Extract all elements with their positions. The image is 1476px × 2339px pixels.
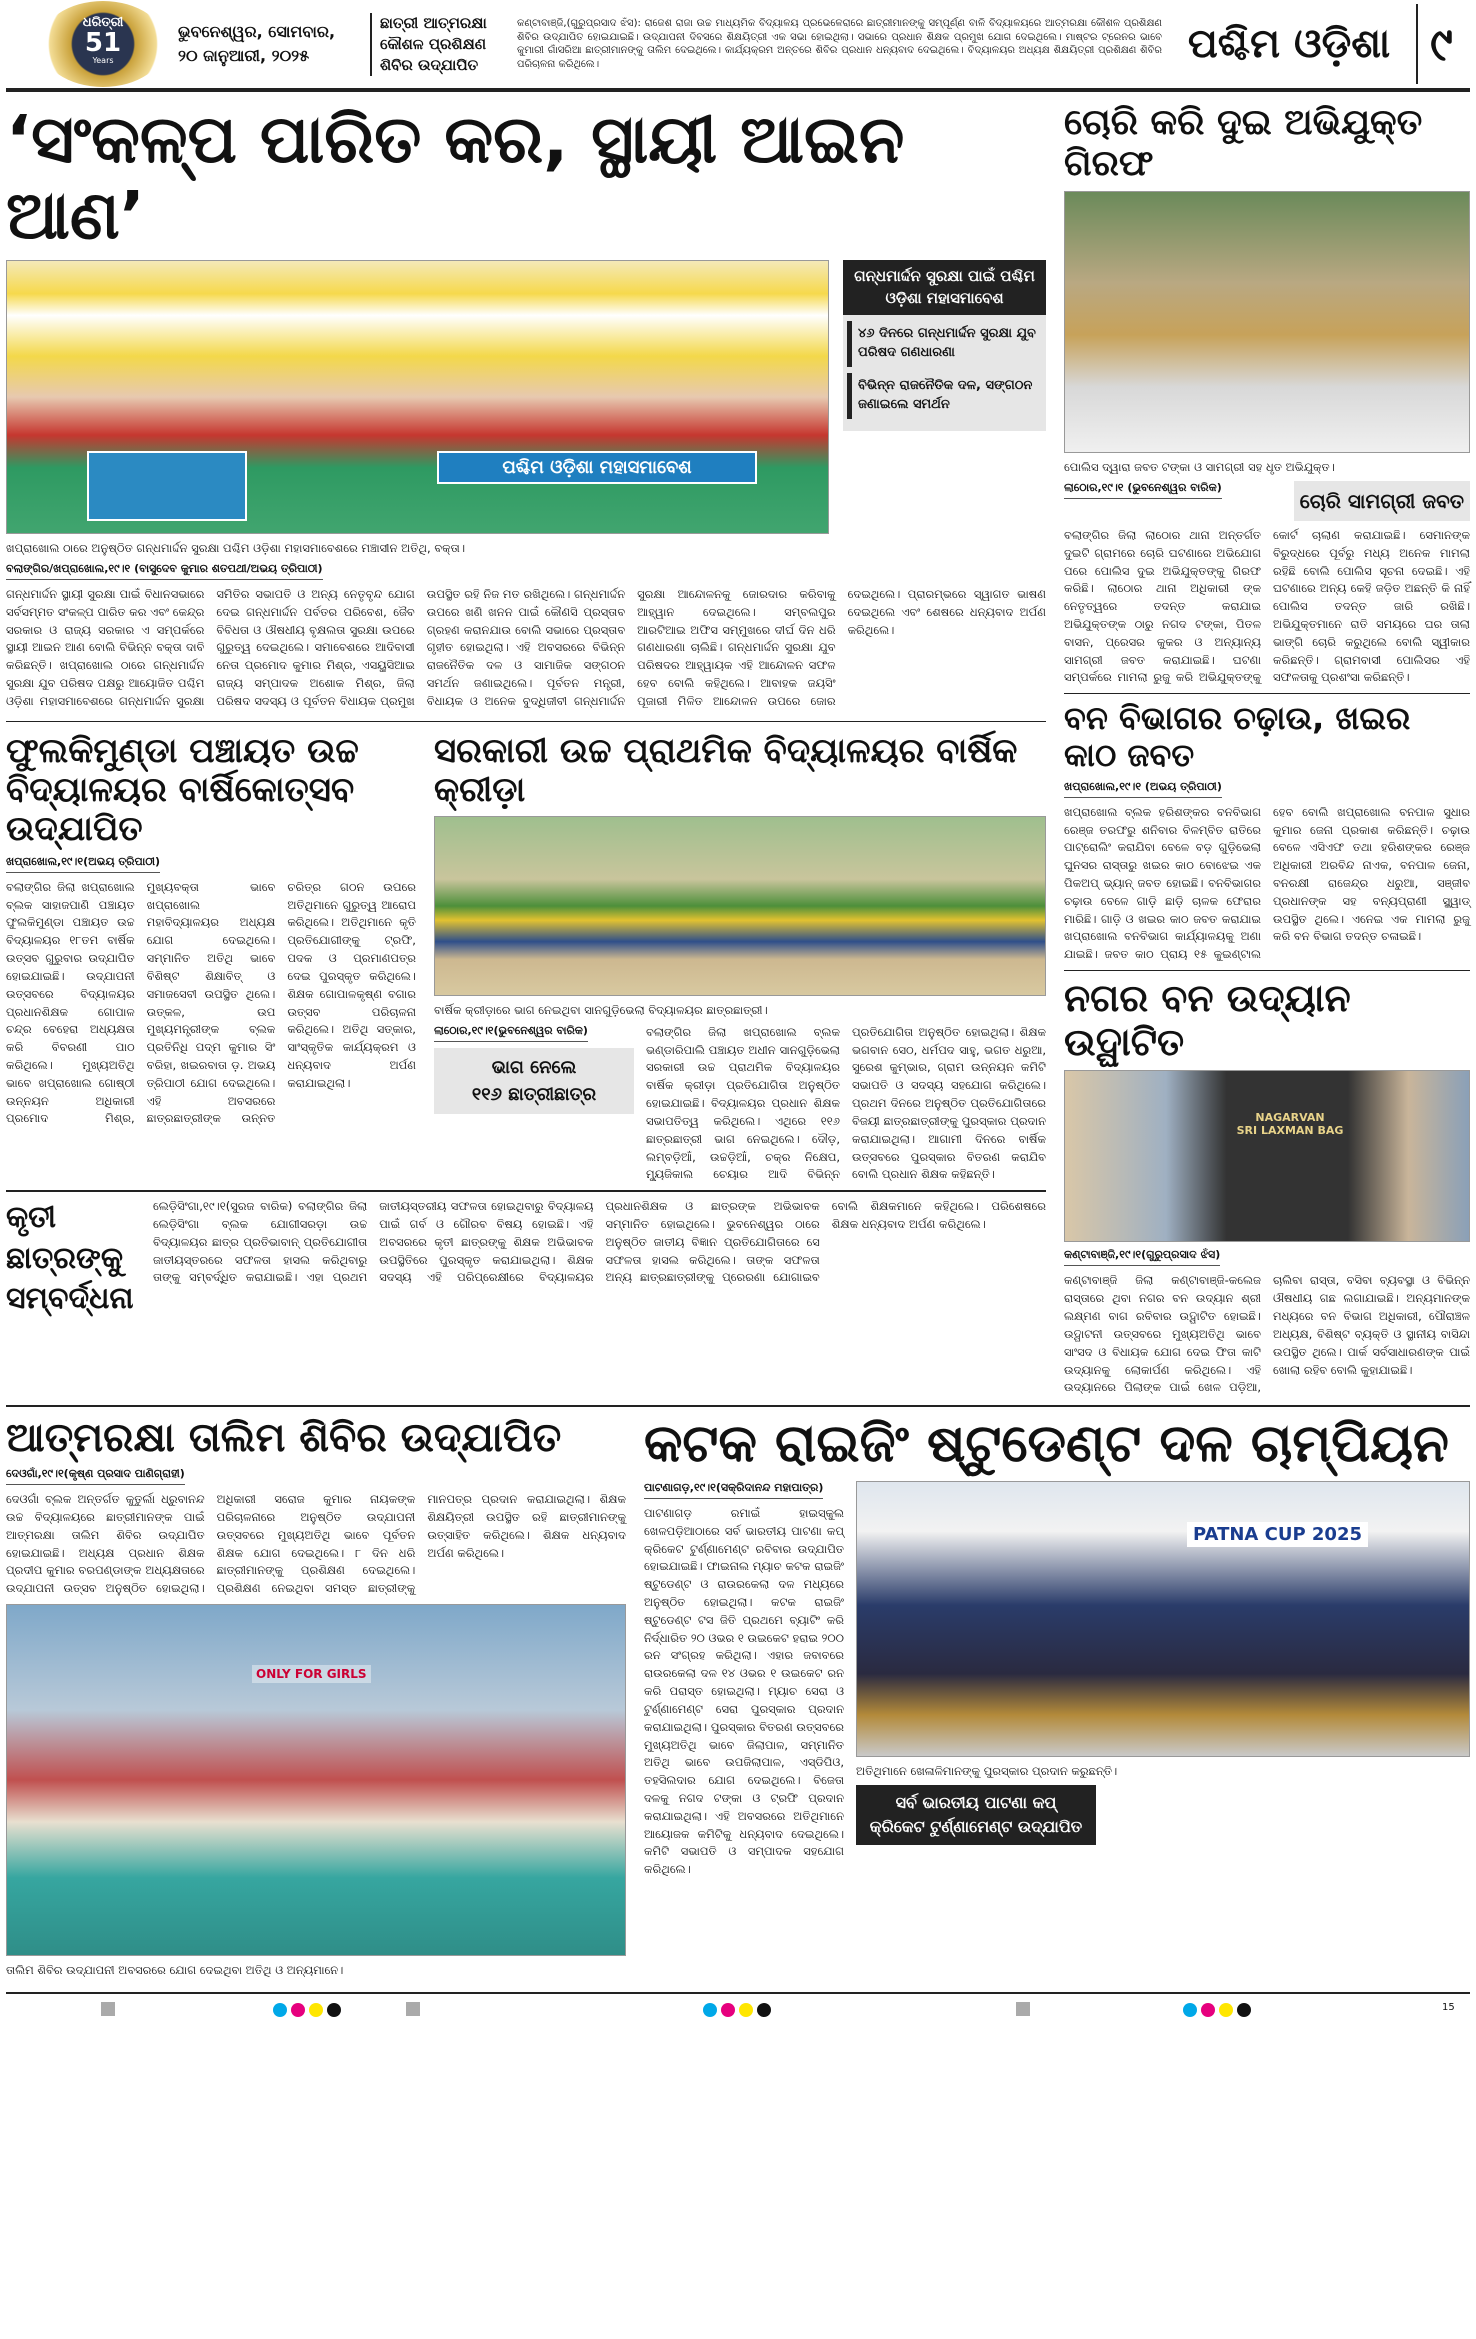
color-registration: [271, 2002, 343, 2021]
byline: ଖପ୍ରାଖୋଲ,୧୯।୧ (ଅଭୟ ତ୍ରିପାଠୀ): [1064, 780, 1222, 798]
registration-marks: [6, 2002, 1470, 2032]
color-registration: [1181, 2002, 1253, 2021]
cricket-story: [644, 1415, 1470, 1879]
sidebar-point: ୪୬ ଦିନରେ ଗନ୍ଧମାର୍ଦ୍ଦନ ସୁରକ୍ଷା ଯୁବ ପରିଷଦ ଗଣଧାରଣା: [847, 321, 1042, 367]
section-title: ପଶ୍ଚିମ ଓଡ଼ିଶା: [1187, 21, 1391, 67]
theft-photo: [1064, 191, 1470, 453]
selfdef-photo: [6, 1604, 626, 1956]
cricket-photo: [856, 1481, 1470, 1757]
lead-article-text: ଗନ୍ଧମାର୍ଦ୍ଦନ ସ୍ଥାୟୀ ସୁରକ୍ଷା ପାଇଁ ବିଧାନସଭାରେ ସର୍ବସମ୍ମତ ସଂକଳ୍ପ ପାରିତ କର ଏବଂ କେନ୍ଦ୍ର ସରକାର ଓ ରାଜ୍ୟ ସରକାର ଏ ସମ୍ପର୍କରେ ସ୍ଥାୟୀ ଆଇନ ଆଣ ବୋଲି ବିଭିନ୍ନ ବକ୍ତା ଦାବି କରିଛନ୍ତି। ଖପ୍ରାଖୋଲ ଠାରେ ଗନ୍ଧମାର୍ଦ୍ଦନ ସୁରକ୍ଷା ଯୁବ ପରିଷଦ ପକ୍ଷରୁ ଆୟୋଜିତ ପଶ୍ଚିମ ଓଡ଼ିଶା ମହାସମାବେଶରେ ଗନ୍ଧମାର୍ଦ୍ଦନ ସୁରକ୍ଷା ସମିତିର ସଭାପତି ଓ ଅନ୍ୟ ନେତୃବୃନ୍ଦ ଯୋଗ ଦେଇ ଗନ୍ଧମାର୍ଦ୍ଦନ ପର୍ବତର ପରିବେଶ, ଜୈବ ବିବିଧତା ଓ ଔଷଧୀୟ ବୃକ୍ଷଲତା ସୁରକ୍ଷା ଉପରେ ଗୁରୁତ୍ୱ ଦେଇଥିଲେ। ସମାବେଶରେ ଆଦିବାସୀ ନେତା ପ୍ରମୋଦ କୁମାର ମିଶ୍ର, ଏସୟୁସିଆଇ ରାଜ୍ୟ ସମ୍ପାଦକ ଅଶୋକ ମିଶ୍ର, ଜିଲା ପରିଷଦ ସଦସ୍ୟ ଓ ପୂର୍ବତନ ବିଧାୟକ ପ୍ରମୁଖ ଉପସ୍ଥିତ ରହି ନିଜ ମତ ରଖିଥିଲେ। ଗନ୍ଧମାର୍ଦ୍ଦନ ଉପରେ ଖଣି ଖନନ ପାଇଁ କୌଣସି ପ୍ରସ୍ତାବ ଗ୍ରହଣ କରାନଯାଉ ବୋଲି ସଭାରେ ପ୍ରସ୍ତାବ ଗୃହୀତ ହୋଇଥିଲା। ଏହି ଅବସରରେ ବିଭିନ୍ନ ରାଜନୈତିକ ଦଳ ଓ ସାମାଜିକ ସଙ୍ଗଠନ ସମର୍ଥନ ଜଣାଇଥିଲେ। ପୂର୍ବତନ ମନ୍ତ୍ରୀ, ବିଧାୟକ ଓ ଅନେକ ବୁଦ୍ଧିଜୀବୀ ଗନ୍ଧମାର୍ଦ୍ଦନ ସୁରକ୍ଷା ଆନ୍ଦୋଳନକୁ ଜୋରଦାର କରିବାକୁ ଆହ୍ୱାନ ଦେଇଥିଲେ। ସମ୍ବଲପୁର ଆରଟିଆଇ ଅଫିସ ସମ୍ମୁଖରେ ଦୀର୍ଘ ଦିନ ଧରି ଗଣଧାରଣା ଚାଲିଛି। ଗନ୍ଧମାର୍ଦ୍ଦନ ସୁରକ୍ଷା ଯୁବ ପରିଷଦର ଆହ୍ୱାୟକ ଏହି ଆନ୍ଦୋଳନ ସଫଳ ହେବ ବୋଲି କହିଥିଲେ। ଆବାହକ ଜୟସିଂ ପୂଜାରୀ ମିଳିତ ଆନ୍ଦୋଳନ ଉପରେ ଜୋର ଦେଇଥିଲେ। ପ୍ରାରମ୍ଭରେ ସ୍ୱାଗତ ଭାଷଣ ଦେଇଥିଲେ ଏବଂ ଶେଷରେ ଧନ୍ୟବାଦ ଅର୍ପଣ କରିଥିଲେ।: [6, 586, 1046, 708]
cricket-photo-caption: ଅତିଥିମାନେ ଖେଳାଳିମାନଙ୍କୁ ପୁରସ୍କାର ପ୍ରଦାନ କରୁଛନ୍ତି।: [856, 1763, 1118, 1778]
right-column: [1064, 102, 1470, 1397]
sidebar-title: ଗନ୍ଧମାର୍ଦ୍ଦନ ସୁରକ୍ଷା ପାଇଁ ପଶ୍ଚିମ ଓଡ଼ିଶା ମହାସମାବେଶ: [843, 260, 1046, 316]
honor-headline[interactable]: କୃତୀ ଛାତ୍ରଙ୍କୁ ସମ୍ବର୍ଦ୍ଧନା: [6, 1200, 134, 1317]
cricket-right: [856, 1481, 1470, 1845]
sports-highlight-box: ଭାଗ ନେଲେ ୧୧୬ ଛାତ୍ରୀଛାତ୍ର: [434, 1048, 634, 1114]
lead-photo: [6, 260, 829, 534]
byline: ଦେଓଗାଁ,୧୯।୧(କୃଷ୍ଣ ପ୍ରସାଦ ପାଣିଗ୍ରାହୀ): [6, 1467, 185, 1485]
footer-rule: [6, 1992, 1470, 1994]
grey-block: [406, 2002, 420, 2016]
divider: [6, 721, 1046, 722]
sports-story: [434, 732, 1046, 1185]
sidebar-point: ବିଭିନ୍ନ ରାଜନୈତିକ ଦଳ, ସଙ୍ଗଠନ ଜଣାଇଲେ ସମର୍ଥନ: [847, 373, 1042, 419]
teaser-text: କଣ୍ଟାବାଞ୍ଜି,(ଗୁରୁପ୍ରସାଦ ଝଁସ): ରାଜେଶ ରାଜା ଉଚ୍ଚ ମାଧ୍ୟମିକ ବିଦ୍ୟାଳୟ ପ୍ରଭେଳେରାରେ ଛାତ୍ରୀମାନଙ୍କୁ ସମ୍ପୂର୍ଣ୍ଣ ବାଳି ବିଦ୍ୟାଳୟରେ ଆତ୍ମରକ୍ଷା କୌଶଳ ପ୍ରଶିକ୍ଷଣ ଶିବିର ଉଦ୍ଯାପିତ ହୋଇଯାଇଛି। ଉଦ୍ଯାପନୀ ଦିବସରେ ଶିକ୍ଷୟିତ୍ରୀ ଏକ ସଭା ହୋଇଥିଲା। ସଭାରେ ପ୍ରଧାନ ଶିକ୍ଷକ ପ୍ରମୁଖ ଯୋଗ ଦେଇଥିଲେ। ମାଷ୍ଟର ଟ୍ରେନର ଭାବେ କୁମାରୀ ଗାଁସରିଆ ଛାତ୍ରୀମାନଙ୍କୁ ତାଲିମ ଦେଇଥିଲେ। କାର୍ଯ୍ୟକ୍ରମ ଅନ୍ତରେ ଶିବିର ପ୍ରଧାନ ଧନ୍ୟବାଦ ଦେଇଥିଲେ। ବିଦ୍ୟାଳୟର ଅଧ୍ୟକ୍ଷ ଶିକ୍ଷୟିତ୍ରୀ ପ୍ରଶିକ୍ଷଣ ଶିବିର ପରିଚାଳନା କରିଥିଲେ।: [517, 18, 1162, 70]
lead-media: [6, 260, 1046, 534]
photo-sign: ONLY FOR GIRLS: [252, 1665, 371, 1683]
byline: କଣ୍ଟାବାଞ୍ଜି,୧୯।୧(ଗୁରୁପ୍ରସାଦ ଝଁସ): [1064, 1248, 1220, 1266]
divider: [6, 1405, 1470, 1407]
cricket-highlight-box: ସର୍ବ ଭାରତୀୟ ପାଟଣା କପ୍ କ୍ରିକେଟ ଟୁର୍ଣ୍ଣାମେଣ୍ଟ ଉଦ୍ଯାପିତ: [856, 1785, 1096, 1845]
lead-photo-caption: ଖପ୍ରାଖୋଲ ଠାରେ ଅନୁଷ୍ଠିତ ଗନ୍ଧମାର୍ଦ୍ଦନ ସୁରକ୍ଷା ପଶ୍ଚିମ ଓଡ଼ିଶା ମହାସମାବେଶରେ ମଞ୍ଚାସୀନ ଅତିଥି, ବକ୍ତା।: [6, 540, 465, 555]
cricket-article-text: ପାଟଣାଗଡ଼ ରମାଇଁ ହାଇସ୍କୁଲ ଖେଳପଡ଼ିଆଠାରେ ସର୍ବ ଭାରତୀୟ ପାଟଣା କପ୍ କ୍ରିକେଟ ଟୁର୍ଣ୍ଣାମେଣ୍ଟ ରବିବାର ଉଦ୍ଯାପିତ ହୋଇଯାଇଛି। ଫାଇନାଲ ମ୍ୟାଚ କଟକ ରାଇଜିଂ ଷ୍ଟୁଡେଣ୍ଟ ଓ ରାଉରକେଲା ଦଳ ମଧ୍ୟରେ ଅନୁଷ୍ଠିତ ହୋଇଥିଲା। କଟକ ରାଇଜିଂ ଷ୍ଟୁଡେଣ୍ଟ ଟସ ଜିତି ପ୍ରଥମେ ବ୍ୟାଟିଂ କରି ନିର୍ଦ୍ଧାରିତ ୨୦ ଓଭର ୧ ଉଇକେଟ ହରାଇ ୨୦୦ ରନ ସଂଗ୍ରହ କରିଥିଲା। ଏହାର ଜବାବରେ ରାଉରକେଲା ଦଳ ୧୪ ଓଭର ୧ ଉଇକେଟ ରନ କରି ପରାସ୍ତ ହୋଇଥିଲା। ମ୍ୟାଚ ସେରା ଓ ଟୁର୍ଣ୍ଣାମେଣ୍ଟ ସେରା ପୁରସ୍କାର ପ୍ରଦାନ କରାଯାଇଥିଲା। ପୁରସ୍କାର ବିତରଣ ଉତ୍ସବରେ ମୁଖ୍ୟଅତିଥି ଭାବେ ଜିଲାପାଳ, ସମ୍ମାନିତ ଅତିଥି ଭାବେ ଉପଜିଲାପାଳ, ଏସ୍‌ଡିପିଓ, ତହସିଲଦାର ଯୋଗ ଦେଇଥିଲେ। ବିଜେତା ଦଳକୁ ନଗଦ ଟଙ୍କା ଓ ଟ୍ରଫି ପ୍ରଦାନ କରାଯାଇଥିଲା। ଏହି ଅବସରରେ ଅତିଥିମାନେ ଆୟୋଜକ କମିଟିକୁ ଧନ୍ୟବାଦ ଦେଇଥିଲେ। କମିଟି ସଭାପତି ଓ ସମ୍ପାଦକ ସହଯୋଗ କରିଥିଲେ।: [644, 1505, 844, 1877]
cricket-content: [644, 1481, 1470, 1879]
divider: [1064, 970, 1470, 971]
park-article-text: କଣ୍ଟାବାଞ୍ଜି ଜିଲା କଣ୍ଟାବାଞ୍ଜି-କଲେଜ ରାସ୍ତାରେ ଥିବା ନଗର ବନ ଉଦ୍ୟାନ ଶ୍ରୀ ଲକ୍ଷ୍ମଣ ବାଗ ରବିବାର ଉଦ୍ଘାଟିତ ହୋଇଛି। ଉଦ୍ଘାଟନୀ ଉତ୍ସବରେ ମୁଖ୍ୟଅତିଥି ଭାବେ ସାଂସଦ ଓ ବିଧାୟକ ଯୋଗ ଦେଇ ଫିତା କାଟି ଉଦ୍ୟାନକୁ ଲୋକାର୍ପଣ କରିଥିଲେ। ଏହି ଉଦ୍ୟାନରେ ପିଲାଙ୍କ ପାଇଁ ଖେଳ ପଡ଼ିଆ, ଚାଲିବା ରାସ୍ତା, ବସିବା ବ୍ୟବସ୍ଥା ଓ ବିଭିନ୍ନ ଔଷଧୀୟ ଗଛ ଲଗାଯାଇଛି। ଅନ୍ୟମାନଙ୍କ ମଧ୍ୟରେ ବନ ବିଭାଗ ଅଧିକାରୀ, ପୌରାଞ୍ଚଳ ଅଧ୍ୟକ୍ଷ, ବିଶିଷ୍ଟ ବ୍ୟକ୍ତି ଓ ସ୍ଥାନୀୟ ବାସିନ୍ଦା ଉପସ୍ଥିତ ଥିଲେ। ପାର୍କ ସର୍ବସାଧାରଣଙ୍କ ପାଇଁ ଖୋଲା ରହିବ ବୋଲି କୁହାଯାଇଛି।: [1064, 1273, 1470, 1395]
theft-article-text: ବଲାଙ୍ଗିର ଜିଲା ଲାଠୋର ଥାନା ଅନ୍ତର୍ଗତ ଦୁଇଟି ଗ୍ରାମରେ ଚୋରି ଘଟଣାରେ ଅଭିଯୋଗ ପରେ ପୋଲିସ ଦୁଇ ଅଭିଯୁକ୍ତଙ୍କୁ ଗିରଫ କରିଛି। ଲାଠୋର ଥାନା ଅଧିକାରୀ ଙ୍କ ନେତୃତ୍ୱରେ ତଦନ୍ତ କରାଯାଇ ଅଭିଯୁକ୍ତଙ୍କ ଠାରୁ ନଗଦ ଟଙ୍କା, ପିତଳ ବାସନ, ପ୍ରେସର କୁକର ଓ ଅନ୍ୟାନ୍ୟ ସାମଗ୍ରୀ ଜବତ କରାଯାଇଛି। ଘଟଣା ସମ୍ପର୍କରେ ମାମଲା ରୁଜୁ କରି ଅଭିଯୁକ୍ତଙ୍କୁ କୋର୍ଟ ଚାଲାଣ କରାଯାଇଛି। ସେମାନଙ୍କ ବିରୁଦ୍ଧରେ ପୂର୍ବରୁ ମଧ୍ୟ ଅନେକ ମାମଲା ରହିଛି ବୋଲି ପୋଲିସ ସୂଚନା ଦେଇଛି। ଏହି ଘଟଣାରେ ଅନ୍ୟ କେହି ଜଡ଼ିତ ଅଛନ୍ତି କି ନାହିଁ ପୋଲିସ ତଦନ୍ତ ଜାରି ରଖିଛି। ଅଭିଯୁକ୍ତମାନେ ରାତି ସମୟରେ ଘର ତାଲା ଭାଙ୍ଗି ଚୋରି କରୁଥିଲେ ବୋଲି ସ୍ୱୀକାର କରିଛନ୍ତି। ଗ୍ରାମବାସୀ ପୋଲିସର ଏହି ସଫଳତାକୁ ପ୍ରଶଂସା କରିଛନ୍ତି।: [1064, 527, 1470, 685]
forest-article-text: ଖପ୍ରାଖୋଲ ବ୍ଲକ ହରିଶଙ୍କର ବନବିଭାଗ ରେଞ୍ଜ ତରଫରୁ ଶନିବାର ବିଳମ୍ବିତ ରାତିରେ ପାଟ୍ରୋଲିଂ କରାଯିବା ବେଳେ ବଡ଼ ଗୁଡ଼ିଭେଲା ଘୁନସର ରାସ୍ତାରୁ ଖଇର କାଠ ବୋଝେଇ ଏକ ପିକଅପ୍ ଭ୍ୟାନ୍ ଜବତ ହୋଇଛି। ବନବିଭାଗର ଚଢ଼ାଉ ବେଳେ ଗାଡ଼ି ଛାଡ଼ି ଚାଳକ ଫେରାର ମାରିଛି। ଗାଡ଼ି ଓ ଖଇର କାଠ ଜବତ କରାଯାଇ ଖପ୍ରାଖୋଲ ବନବିଭାଗ କାର୍ଯ୍ୟାଳୟକୁ ଅଣା ଯାଇଛି। ଜବତ କାଠ ପ୍ରାୟ ୧୫ କୁଇଣ୍ଟାଲ ହେବ ବୋଲି ଖପ୍ରାଖୋଲ ବନପାଳ ସୁଧାର କୁମାର ଜେନା ପ୍ରକାଶ କରିଛନ୍ତି। ଚଢ଼ାଉ ବେଳେ ଏସିଏଫ ତଥା ହରିଶଙ୍କର ରେଞ୍ଜ ଅଧିକାରୀ ଅରବିନ୍ଦ ନାଏକ, ବନପାଳ ଜେନା, ବନରକ୍ଷୀ ରାଜେନ୍ଦ୍ର ଧରୁଆ, ସଞ୍ଜୀବ ପ୍ରଧାନଙ୍କ ସହ ବନ୍ୟପ୍ରାଣୀ ସ୍କ୍ୱାଡ୍ ଉପସ୍ଥିତ ଥିଲେ। ଏନେଇ ଏକ ମାମଲା ରୁଜୁ କରି ବନ ବିଭାଗ ତଦନ୍ତ ଚଳାଇଛି।: [1064, 804, 1470, 962]
sports-photo-caption: ବାର୍ଷିକ କ୍ରୀଡ଼ାରେ ଭାଗ ନେଇଥିବା ସାନଗୁଡ଼ିଭେଲା ବିଦ୍ୟାଳୟର ଛାତ୍ରଛାତ୍ରୀ।: [434, 1002, 768, 1017]
byline: ଖପ୍ରାଖୋଲ,୧୯।୧(ଅଭୟ ତ୍ରିପାଠୀ): [6, 855, 160, 873]
theft-photo-caption: ପୋଲିସ ଦ୍ୱାରା ଜବତ ଟଙ୍କା ଓ ସାମଗ୍ରୀ ସହ ଧୃତ ଅଭିଯୁକ୍ତ।: [1064, 459, 1335, 474]
dateline: ଭୁବନେଶ୍ୱର, ସୋମବାର, ୨୦ ଜାନୁଆରୀ, ୨୦୨୫: [178, 22, 336, 65]
theft-box-title: ଚୋରି ସାମଗ୍ରୀ ଜବତ: [1294, 481, 1470, 521]
photo-banner: PATNA CUP 2025: [1187, 1522, 1368, 1547]
sports-headline[interactable]: ସରକାରୀ ଉଚ୍ଚ ପ୍ରାଥମିକ ବିଦ୍ୟାଳୟର ବାର୍ଷିକ କ୍ରୀଡ଼ା: [434, 730, 1018, 810]
selfdef-story: [6, 1415, 626, 1978]
byline: ଲାଠୋର,୧୯।୧(ଭୁବନେଶ୍ୱର ବାରିକ): [434, 1024, 588, 1042]
selfdef-headline[interactable]: ଆତ୍ମରକ୍ଷା ତାଲିମ ଶିବିର ଉଦ୍ଯାପିତ: [6, 1415, 562, 1462]
park-photo: [1064, 1070, 1470, 1242]
fulkimunda-article-text: ବଲାଙ୍ଗିର ଜିଲା ଖପ୍ରାଖୋଲ ବ୍ଲକ ସାହାଜପାଣି ପଞ୍ଚାୟତ ଫୁଲକିମୁଣ୍ଡା ପଞ୍ଚାୟତ ଉଚ୍ଚ ବିଦ୍ୟାଳୟର ୧୮ତମ ବାର୍ଷିକ ଉତ୍ସବ ଗୁରୁବାର ଉଦ୍ଯାପିତ ହୋଇଯାଇଛି। ଉଦ୍ଯାପନୀ ଉତ୍ସବରେ ବିଦ୍ୟାଳୟର ପ୍ରଧାନଶିକ୍ଷକ ଗୋପାଳ ଚନ୍ଦ୍ର ବେହେରା ଅଧ୍ୟକ୍ଷତା କରି ବିବରଣୀ ପାଠ କରିଥିଲେ। ମୁଖ୍ୟଅତିଥି ଭାବେ ଖପ୍ରାଖୋଲ ଗୋଷ୍ଠୀ ଉନ୍ନୟନ ଅଧିକାରୀ ପ୍ରମୋଦ ମିଶ୍ର, ମୁଖ୍ୟବକ୍ତା ଭାବେ ଖପ୍ରାଖୋଲ ମହାବିଦ୍ୟାଳୟର ଅଧ୍ୟକ୍ଷ ଯୋଗ ଦେଇଥିଲେ। ସମ୍ମାନିତ ଅତିଥି ଭାବେ ବିଶିଷ୍ଟ ଶିକ୍ଷାବିତ୍ ଓ ସମାଜସେବୀ ଉପସ୍ଥିତ ଥିଲେ। ଉତ୍କଳ, ଉପ ମୁଖ୍ୟମନ୍ତ୍ରୀଙ୍କ ବ୍ଲକ ପ୍ରତିନିଧି ପଦ୍ମ କୁମାର ସିଂ ବରିହା, ଖଇରବାତା ଡ଼. ଅଭୟ ତ୍ରିପାଠୀ ଯୋଗ ଦେଇଥିଲେ। ଏହି ଅବସରରେ ଛାତ୍ରଛାତ୍ରୀଙ୍କ ଉନ୍ନତ ଚରିତ୍ର ଗଠନ ଉପରେ ଅତିଥିମାନେ ଗୁରୁତ୍ୱ ଆରୋପ କରିଥିଲେ। ଅତିଥିମାନେ କୃତି ପ୍ରତିଯୋଗୀଙ୍କୁ ଟ୍ରଫି, ପଦକ ଓ ପ୍ରମାଣପତ୍ର ଦେଇ ପୁରସ୍କୃତ କରିଥିଲେ। ଶିକ୍ଷକ ଗୋପାଳକୃଷ୍ଣ ବଗାର ଉତ୍ସବ ପରିଚାଳନା କରିଥିଲେ। ଅତିଥି ସତ୍କାର, ସାଂସ୍କୃତିକ କାର୍ଯ୍ୟକ୍ରମ ଓ ଧନ୍ୟବାଦ ଅର୍ପଣ କରାଯାଇଥିଲା।: [6, 879, 416, 1126]
honor-story: [6, 1198, 1046, 1320]
fulkimunda-story: [6, 732, 416, 1129]
forest-headline[interactable]: ବନ ବିଭାଗର ଚଢ଼ାଉ, ଖଇର କାଠ ଜବତ: [1064, 699, 1411, 774]
divider: [1064, 693, 1470, 694]
sports-article-text: ବଲାଙ୍ଗିର ଜିଲା ଖପ୍ରାଖୋଲ ବ୍ଲକ ଭଣ୍ଡାରିପାଲି ପଞ୍ଚାୟତ ଅଧୀନ ସାନଗୁଡ଼ିଭେଲା ସରକାରୀ ଉଚ୍ଚ ପ୍ରାଥମିକ ବିଦ୍ୟାଳୟର ବାର୍ଷିକ କ୍ରୀଡ଼ା ପ୍ରତିଯୋଗିତା ଅନୁଷ୍ଠିତ ହୋଇଯାଇଛି। ବିଦ୍ୟାଳୟର ପ୍ରଧାନ ଶିକ୍ଷକ ସଭାପତିତ୍ୱ କରିଥିଲେ। ଏଥିରେ ୧୧୬ ଛାତ୍ରଛାତ୍ରୀ ଭାଗ ନେଇଥିଲେ। ଦୌଡ଼, ଲମ୍ବଡ଼ିଆଁ, ଉଚ୍ଚଡ଼ିଆଁ, ଚକ୍ର ନିକ୍ଷେପ, ମ୍ୟୁଜିକାଲ ଚେୟାର ଆଦି ବିଭିନ୍ନ ପ୍ରତିଯୋଗିତା ଅନୁଷ୍ଠିତ ହୋଇଥିଲା। ଶିକ୍ଷକ ଭଗବାନ ସେଠ, ଧର୍ମପଦ ସାହୁ, ଭଗତ ଧରୁଆ, ସୁରେଶ କୁମ୍ଭାର, ଗ୍ରାମ ଉନ୍ନୟନ କମିଟି ସଭାପତି ଓ ସଦସ୍ୟ ସହଯୋଗ କରିଥିଲେ। ପ୍ରଥମ ଦିନରେ ଅନୁଷ୍ଠିତ ପ୍ରତିଯୋଗିତାରେ ବିଜୟୀ ଛାତ୍ରଛାତ୍ରୀଙ୍କୁ ପୁରସ୍କାର ପ୍ରଦାନ କରାଯାଇଥିଲା। ଆଗାମୀ ଦିନରେ ବାର୍ଷିକ ଉତ୍ସବରେ ପୁରସ୍କାର ବିତରଣ କରାଯିବ ବୋଲି ପ୍ରଧାନ ଶିକ୍ଷକ କହିଛନ୍ତି।: [646, 1024, 1046, 1182]
page-number: ୯: [1430, 16, 1453, 71]
grey-block: [101, 2002, 115, 2016]
divider: [1416, 4, 1418, 84]
grey-block: [1016, 2002, 1030, 2016]
lead-sidebar: [843, 260, 1046, 431]
byline: ଲାଠୋର,୧୯।୧ (ଭୁବନେଶ୍ୱର ବାରିକ): [1064, 481, 1222, 499]
footer-page-number: 15: [1442, 2002, 1455, 2014]
selfdef-photo-caption: ତାଲିମ ଶିବିର ଉଦ୍ଯାପନୀ ଅବସରରେ ଯୋଗ ଦେଇଥିବା ଅତିଥି ଓ ଅନ୍ୟମାନେ।: [6, 1963, 344, 1978]
byline: ପାଟଣାଗଡ଼,୧୯।୧(ସକ୍ରିଦାନନ୍ଦ ମହାପାତ୍ର): [644, 1481, 823, 1499]
color-registration: [701, 2002, 773, 2021]
lower-section: [6, 1415, 1470, 1978]
cricket-left: [644, 1481, 844, 1879]
anniversary-logo: ଧରିତ୍ରୀ 51 Years: [40, 1, 166, 87]
sports-photo: [434, 816, 1046, 996]
theft-headline[interactable]: ଚୋରି କରି ଦୁଇ ଅଭିଯୁକ୍ତ ଗିରଫ: [1064, 102, 1423, 185]
upper-section: [6, 102, 1470, 1397]
cricket-headline[interactable]: କଟକ ରାଇଜିଂ ଷ୍ଟୁଡେଣ୍ଟ ଦଳ ଚାମ୍ପିୟନ: [644, 1414, 1449, 1475]
byline: ବଲାଙ୍ଗିର/ଖପ୍ରାଖୋଲ,୧୯।୧ (ବାସୁଦେବ କୁମାର ଶତପଥୀ/ଅଭୟ ତ୍ରିପାଠୀ): [6, 562, 323, 580]
park-headline[interactable]: ନଗର ବନ ଉଦ୍ୟାନ ଉଦ୍ଘାଟିତ: [1064, 976, 1351, 1064]
fulkimunda-headline[interactable]: ଫୁଲକିମୁଣ୍ଡା ପଞ୍ଚାୟତ ଉଚ୍ଚ ବିଦ୍ୟାଳୟର ବାର୍ଷିକୋତ୍ସବ ଉଦ୍ଯାପିତ: [6, 730, 359, 849]
selfdef-article-text: ଦେଓଗାଁ ବ୍ଲକ ଅନ୍ତର୍ଗତ କୁତୁର୍ଲା ଧ୍ରୁବାନନ୍ଦ ଉଚ୍ଚ ବିଦ୍ୟାଳୟରେ ଛାତ୍ରୀମାନଙ୍କ ପାଇଁ ଆତ୍ମରକ୍ଷା ତାଲିମ ଶିବିର ଉଦ୍ଯାପିତ ହୋଇଯାଇଛି। ଅଧ୍ୟକ୍ଷ ପ୍ରଧାନ ଶିକ୍ଷକ ପ୍ରଦୀପ କୁମାର ବରପଣ୍ଡାଙ୍କ ଅଧ୍ୟକ୍ଷତାରେ ଉଦ୍ଯାପନୀ ଉତ୍ସବ ଅନୁଷ୍ଠିତ ହୋଇଥିଲା। ଅଧିକାରୀ ସରୋଜ କୁମାର ନାୟକଙ୍କ ପରିଚାଳନାରେ ଅନୁଷ୍ଠିତ ଉଦ୍ଯାପନୀ ଉତ୍ସବରେ ମୁଖ୍ୟଅତିଥି ଭାବେ ପୂର୍ବତନ ଶିକ୍ଷକ ଯୋଗ ଦେଇଥିଲେ। ୮ ଦିନ ଧରି ଛାତ୍ରୀମାନଙ୍କୁ ପ୍ରଶିକ୍ଷଣ ଦେଇଥିଲେ। ପ୍ରଶିକ୍ଷଣ ନେଇଥିବା ସମସ୍ତ ଛାତ୍ରୀଙ୍କୁ ମାନପତ୍ର ପ୍ରଦାନ କରାଯାଇଥିଲା। ଶିକ୍ଷକ ଶିକ୍ଷୟିତ୍ରୀ ଉପସ୍ଥିତ ରହି ଛାତ୍ରୀମାନଙ୍କୁ ଉତ୍ସାହିତ କରିଥିଲେ। ଶିକ୍ଷକ ଧନ୍ୟବାଦ ଅର୍ପଣ କରିଥିଲେ।: [6, 1492, 626, 1596]
teaser-title[interactable]: ଛାତ୍ରୀ ଆତ୍ମରକ୍ଷା କୌଶଳ ପ୍ରଶିକ୍ଷଣ ଶିବିର ଉଦ୍ଯାପିତ: [370, 13, 505, 76]
photo-banner: ପଶ୍ଚିମ ଓଡ଼ିଶା ମହାସମାବେଶ: [437, 451, 757, 484]
photo-banner-left: [87, 451, 247, 521]
sports-text-area: [434, 1024, 1046, 1184]
lead-headline[interactable]: ‘ସଂକଳ୍ପ ପାରିତ କର, ସ୍ଥାୟୀ ଆଇନ ଆଣ’: [6, 101, 905, 254]
divider: [6, 1190, 1046, 1192]
sports-left: [434, 1024, 634, 1114]
honor-article-text: ଲେଡ଼ିସିଂଗା,୧୯।୧(ସୁରଜ ବାରିକ) ବଲାଙ୍ଗିର ଜିଲା ଲେଡ଼ିସିଂଗା ବ୍ଲକ ଯୋଗୀସରଡ଼ା ଉଚ୍ଚ ବିଦ୍ୟାଳୟର ଛାତ୍ର ପ୍ରତିଭାବାନ୍ ପ୍ରତିଯୋଗୀତା ଜାତୀୟସ୍ତରରେ ସଫଳତା ହାସଲ କରିଥିବାରୁ ତାଙ୍କୁ ସମ୍ବର୍ଦ୍ଧିତ କରାଯାଇଛି। ଏହା ପ୍ରଥମ ଜାତୀୟସ୍ତରୀୟ ସଫଳତା ହୋଇଥିବାରୁ ବିଦ୍ୟାଳୟ ପାଇଁ ଗର୍ବ ଓ ଗୌରବ ବିଷୟ ହୋଇଛି। ଏହି ଅବସରରେ କୃତୀ ଛାତ୍ରଙ୍କୁ ଶିକ୍ଷକ ଅଭିଭାବକ ଉପସ୍ଥିତିରେ ପୁରସ୍କୃତ କରାଯାଇଥିଲା। ଶିକ୍ଷକ ସଦସ୍ୟ ଏହି ପରିପ୍ରେକ୍ଷୀରେ ବିଦ୍ୟାଳୟର ପ୍ରଧାନଶିକ୍ଷକ ଓ ଛାତ୍ରଙ୍କ ଅଭିଭାବକ ସମ୍ମାନିତ ହୋଇଥିଲେ। ଭୁବନେଶ୍ୱର ଠାରେ ଅନୁଷ୍ଠିତ ଜାତୀୟ ବିଜ୍ଞାନ ପ୍ରତିଯୋଗିତାରେ ସେ ସଫଳତା ହାସଲ କରିଥିଲେ। ତାଙ୍କ ସଫଳତା ଅନ୍ୟ ଛାତ୍ରଛାତ୍ରୀଙ୍କୁ ପ୍ରେରଣା ଯୋଗାଇବ ବୋଲି ଶିକ୍ଷକମାନେ କହିଥିଲେ। ପରିଶେଷରେ ଶିକ୍ଷକ ଧନ୍ୟବାଦ ଅର୍ପଣ କରିଥିଲେ।: [153, 1199, 1046, 1285]
middle-stories: [6, 732, 1046, 1185]
left-area: [6, 102, 1046, 1320]
theft-meta: [1064, 481, 1470, 521]
plaque: NAGARVAN SRI LAXMAN BAG: [1236, 1111, 1344, 1138]
masthead: [6, 0, 1470, 92]
